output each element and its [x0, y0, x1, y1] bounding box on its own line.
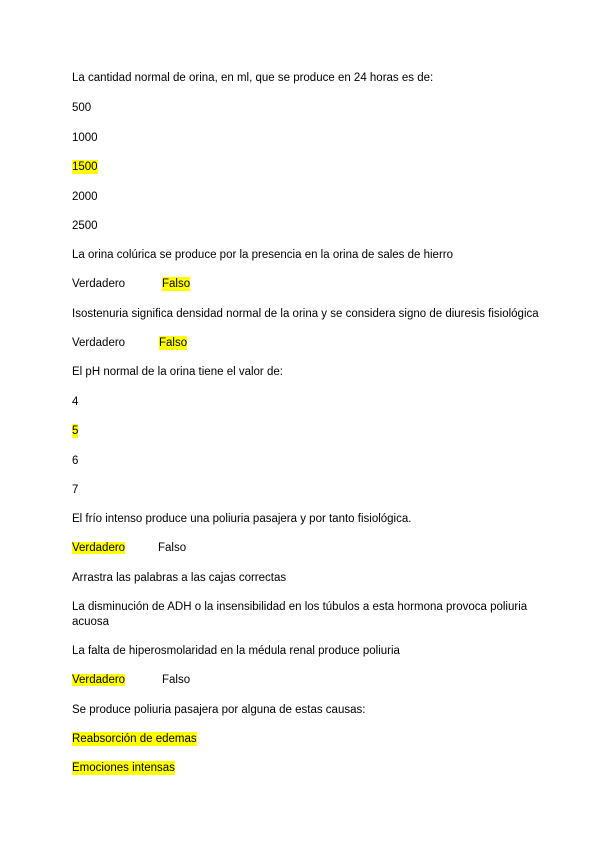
answer-option: 6	[72, 455, 79, 467]
answer-option-highlighted: Reabsorción de edemas	[72, 733, 197, 745]
answer-option: 1000	[72, 132, 98, 144]
answer-option: 7	[72, 484, 79, 496]
answer-option-highlighted: Emociones intensas	[72, 762, 175, 774]
question-text: Se produce poliuria pasajera por alguna de estas causas:	[72, 704, 366, 716]
true-option: Verdadero	[72, 278, 126, 290]
answer-option: 4	[72, 396, 79, 408]
answer-option-highlighted: 5	[72, 425, 79, 437]
false-option-highlighted: Falso	[159, 337, 188, 349]
true-option-highlighted: Verdadero	[72, 674, 126, 686]
answer-option-highlighted: 1500	[72, 161, 98, 173]
true-false-row	[72, 277, 191, 291]
true-false-row	[72, 541, 187, 555]
answer-option: 2500	[72, 220, 98, 232]
question-text: La orina colúrica se produce por la presencia en la orina de sales de hierro	[72, 249, 454, 261]
question-text: Isostenuria significa densidad normal de la orina y se considera signo de diuresis fisiológica	[72, 308, 539, 320]
question-text: La cantidad normal de orina, en ml, que se produce en 24 horas es de:	[72, 72, 434, 84]
answer-option: 2000	[72, 191, 98, 203]
question-text: El pH normal de la orina tiene el valor de:	[72, 366, 283, 378]
question-text: El frío intenso produce una poliuria pasajera y por tanto fisiológica.	[72, 513, 412, 525]
true-false-row	[72, 673, 191, 687]
instruction-text: Arrastra las palabras a las cajas correctas	[72, 572, 287, 584]
true-option-highlighted: Verdadero	[72, 542, 126, 554]
true-option: Verdadero	[72, 337, 126, 349]
false-option: Falso	[158, 542, 187, 554]
false-option-highlighted: Falso	[162, 278, 191, 290]
question-text: La disminución de ADH o la insensibilidad en los túbulos a esta hormona provoca poliuria acuosa	[72, 601, 528, 628]
answer-option: 500	[72, 102, 92, 114]
true-false-row	[72, 336, 188, 350]
question-text: La falta de hiperosmolaridad en la médula renal produce poliuria	[72, 645, 400, 657]
false-option: Falso	[162, 674, 191, 686]
